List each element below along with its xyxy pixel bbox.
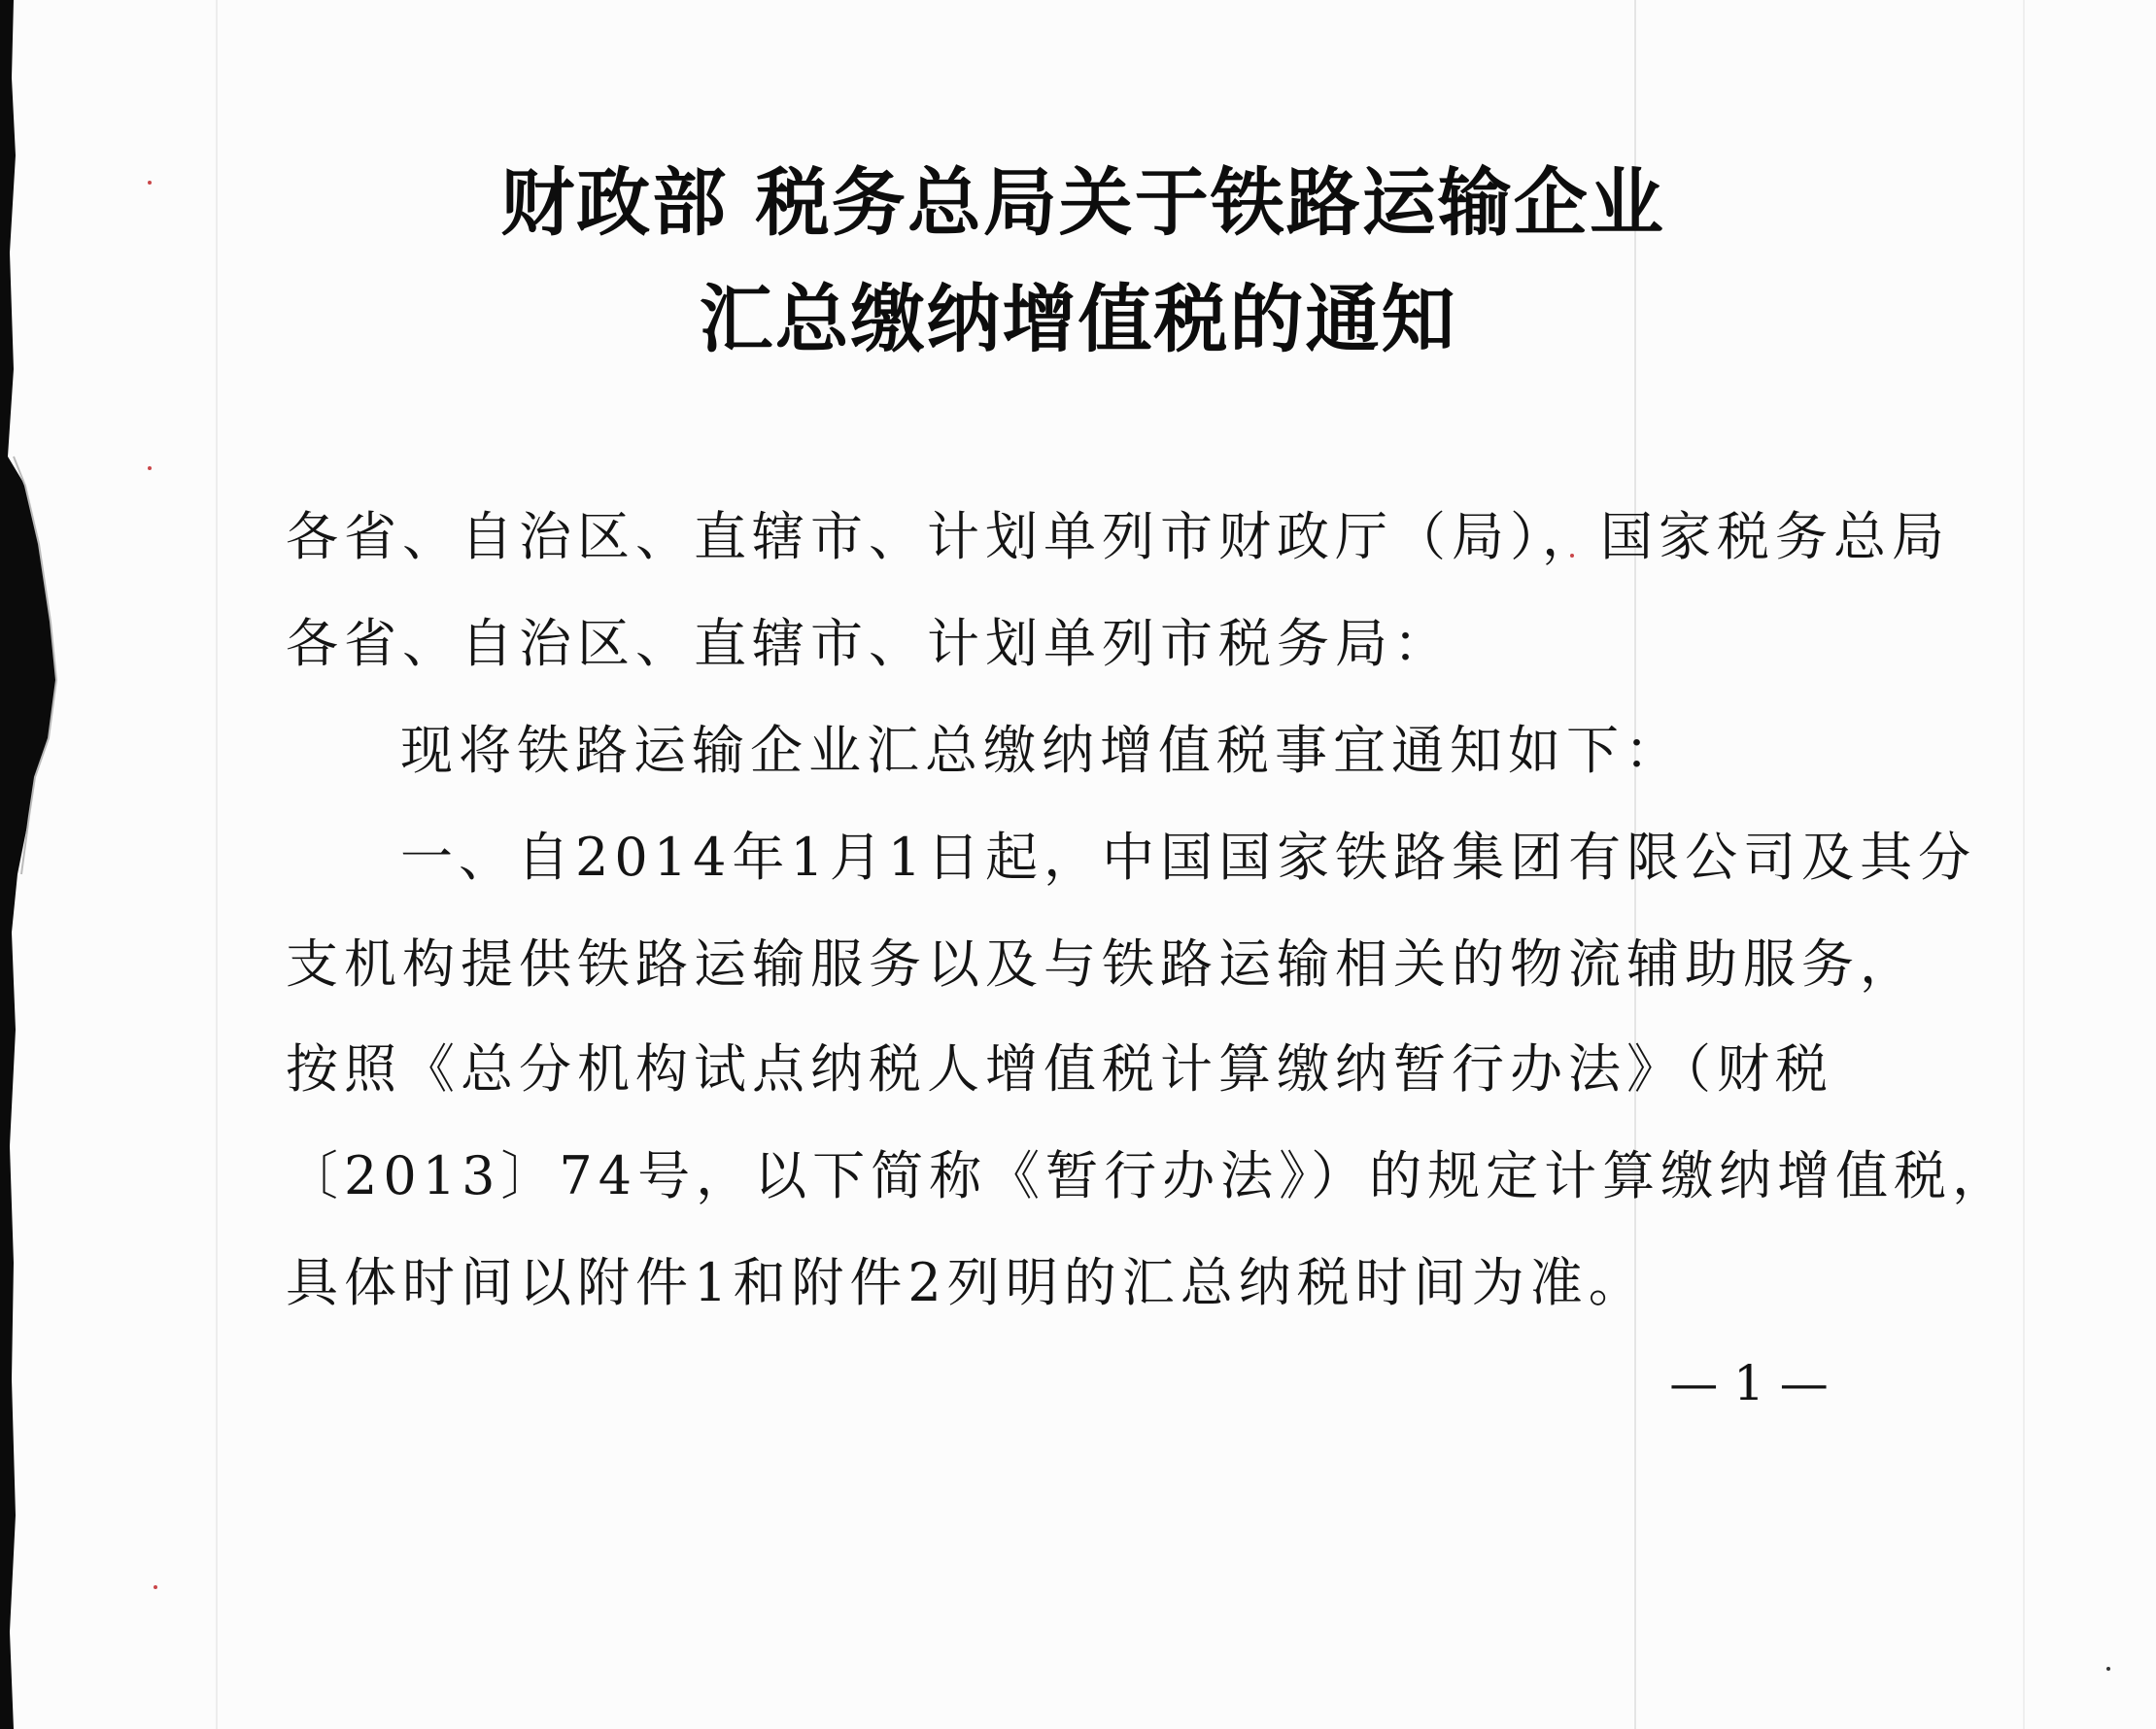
intro-paragraph: 现将铁路运输企业汇总缴纳增值税事宜通知如下： — [400, 720, 1683, 781]
addressee-line: 各省、自治区、直辖市、计划单列市税务局： — [286, 613, 1452, 674]
document-title-line-1: 财政部 税务总局关于铁路运输企业 — [500, 159, 1665, 246]
clause-line: 支机构提供铁路运输服务以及与铁路运输相关的物流辅助服务， — [286, 933, 1918, 995]
page-number: — 1 — — [1669, 1355, 1829, 1411]
scan-speck — [154, 1585, 157, 1589]
clause-line: 按照《总分机构试点纳税人增值税计算缴纳暂行办法》（财税 — [286, 1038, 1833, 1100]
clause-line: 〔2013〕74号，以下简称《暂行办法》）的规定计算缴纳增值税， — [286, 1145, 2011, 1206]
scan-speck — [148, 466, 152, 470]
fold-crease — [2023, 0, 2025, 1729]
clause-line: 一、自2014年1月1日起，中国国家铁路集团有限公司及其分 — [400, 827, 1977, 888]
addressee-line: 各省、自治区、直辖市、计划单列市财政厅（局），国家税务总局 — [286, 506, 1950, 567]
scan-speck — [2106, 1667, 2110, 1671]
document-title-line-2: 汇总缴纳增值税的通知 — [699, 276, 1457, 362]
torn-page-edge — [0, 0, 58, 1729]
clause-line: 具体时间以附件1和附件2列明的汇总纳税时间为准。 — [286, 1252, 1647, 1313]
fold-crease — [216, 0, 218, 1729]
